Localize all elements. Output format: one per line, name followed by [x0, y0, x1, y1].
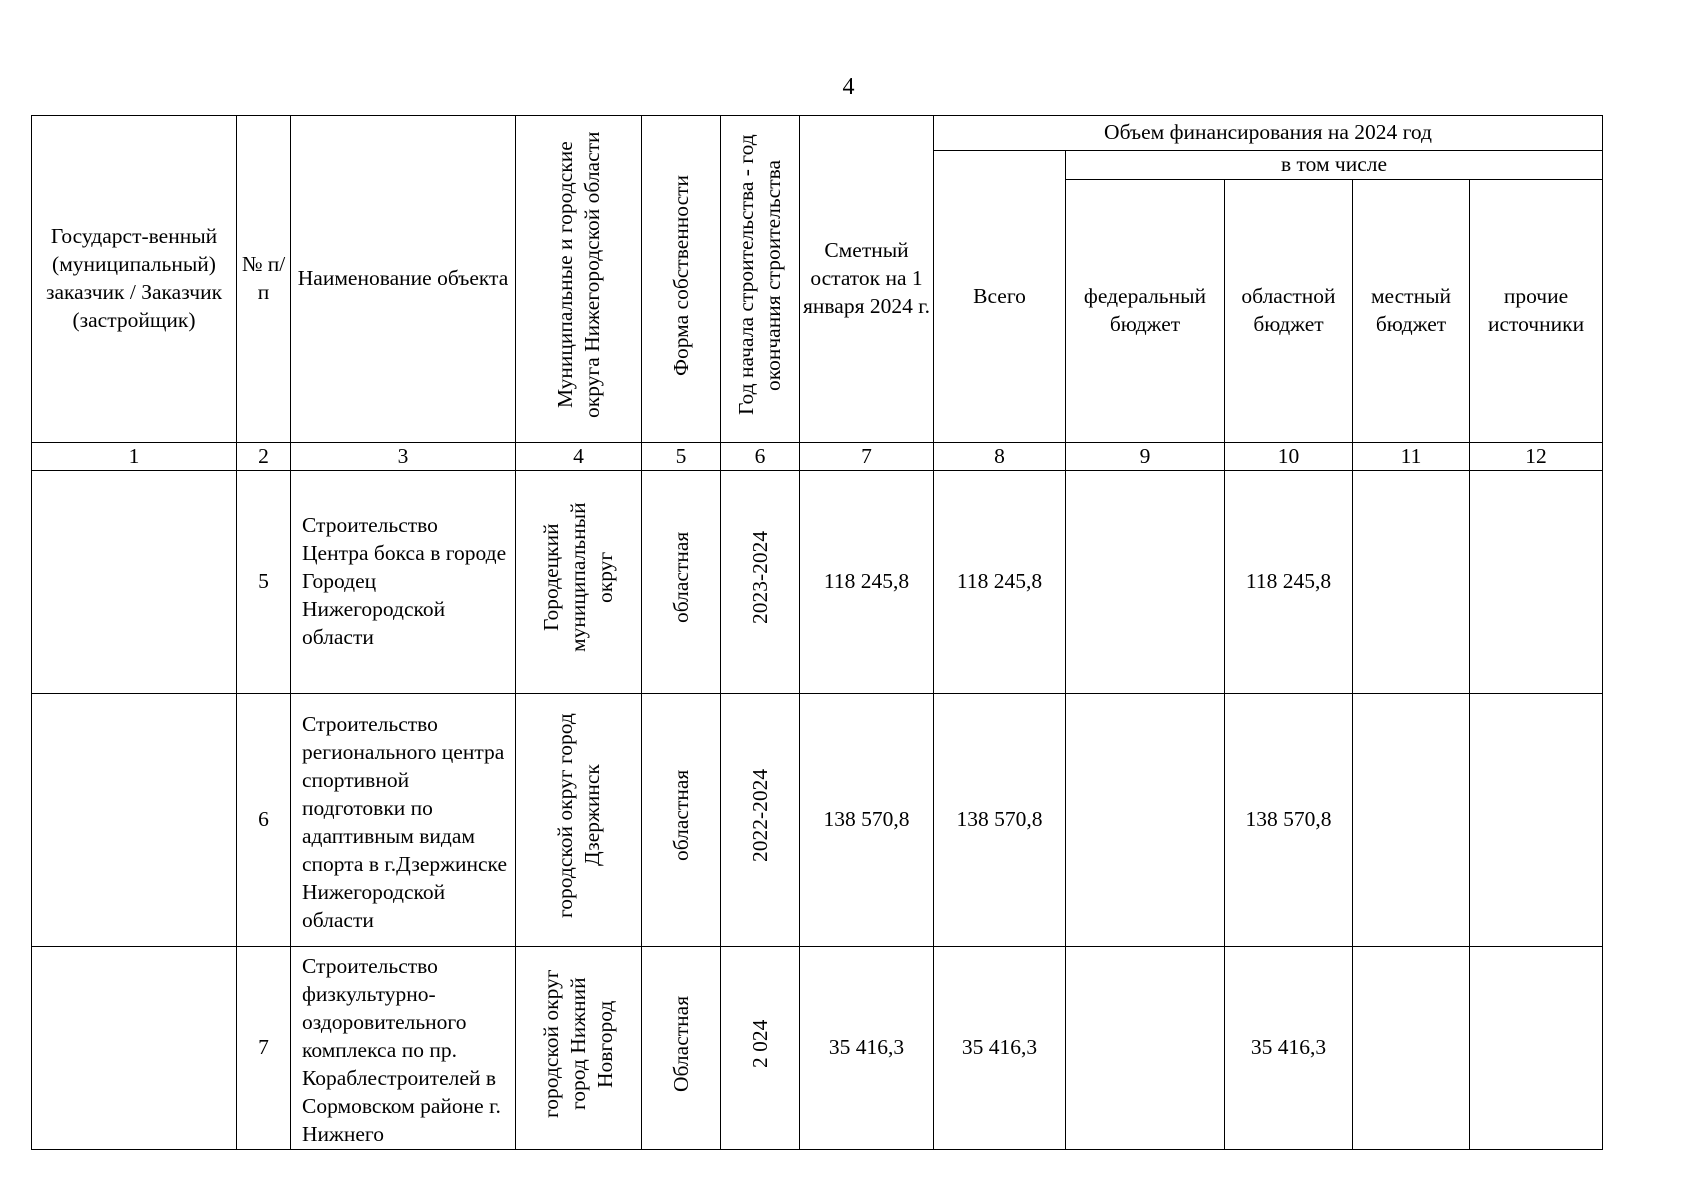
column-number: 10 [1225, 442, 1353, 470]
estimate-value: 118 245,8 [800, 470, 934, 693]
customer-cell [32, 470, 237, 693]
header-object-name: Наименование объекта [291, 116, 516, 443]
estimate-value: 35 416,3 [800, 946, 934, 1149]
years-value: 2023-2024 [747, 531, 772, 625]
estimate-value: 138 570,8 [800, 693, 934, 946]
header-including: в том числе [1066, 151, 1603, 180]
column-number: 6 [721, 442, 800, 470]
header-years-cell [721, 116, 800, 443]
column-number: 7 [800, 442, 934, 470]
municipality-cell [516, 693, 642, 946]
regional-value: 118 245,8 [1225, 470, 1353, 693]
other-value [1470, 470, 1603, 693]
municipality-value: Городецкий муниципальный округ [539, 503, 617, 653]
customer-cell [32, 946, 237, 1149]
table-row [32, 470, 1603, 693]
page-number: 4 [842, 74, 855, 100]
header-funding-2024: Объем финансирования на 2024 год [934, 116, 1603, 151]
total-value: 138 570,8 [934, 693, 1066, 946]
header-municipality-cell [516, 116, 642, 443]
ownership-value: Областная [668, 995, 693, 1092]
years-cell [721, 946, 800, 1149]
column-number: 1 [32, 442, 237, 470]
ownership-cell [642, 470, 721, 693]
years-value: 2 024 [747, 1019, 772, 1068]
other-value [1470, 946, 1603, 1149]
column-number: 9 [1066, 442, 1225, 470]
federal-value [1066, 693, 1225, 946]
header-customer: Государст-венный (муниципальный) заказчик / Заказчик (застройщик) [32, 116, 237, 443]
header-total: Всего [934, 151, 1066, 443]
ownership-cell [642, 946, 721, 1149]
years-value: 2022-2024 [747, 769, 772, 863]
column-number: 4 [516, 442, 642, 470]
header-ownership-cell [642, 116, 721, 443]
total-value: 118 245,8 [934, 470, 1066, 693]
local-value [1353, 693, 1470, 946]
header-estimate: Сметный остаток на 1 января 2024 г. [800, 116, 934, 443]
object-name: Строительство физкультурно-оздоровительного комплекса по пр. Кораблестроителей в Сормовском районе г. Нижнего [291, 946, 516, 1149]
header-number: № п/ п [237, 116, 291, 443]
header-local-budget: местный бюджет [1353, 179, 1470, 442]
header-municipality: Муниципальные и городские округа Нижегородской области [552, 131, 604, 419]
column-number-row [32, 442, 1603, 470]
header-regional-budget: областной бюджет [1225, 179, 1353, 442]
header-years: Год начала строительства - год окончания строительства [734, 134, 785, 416]
header-row-1 [32, 116, 1603, 151]
column-number: 2 [237, 442, 291, 470]
total-value: 35 416,3 [934, 946, 1066, 1149]
header-other-sources: прочие источники [1470, 179, 1603, 442]
local-value [1353, 946, 1470, 1149]
object-name: Строительство Центра бокса в городе Городец Нижегородской области [291, 470, 516, 693]
municipality-value: городской округ город Нижний Новгород [539, 969, 617, 1119]
federal-value [1066, 470, 1225, 693]
object-name: Строительство регионального центра спортивной подготовки по адаптивным видам спорта в г.Дзержинске Нижегородской области [291, 693, 516, 946]
regional-value: 35 416,3 [1225, 946, 1353, 1149]
row-number: 6 [237, 693, 291, 946]
column-number: 12 [1470, 442, 1603, 470]
row-number: 5 [237, 470, 291, 693]
municipality-value: городской округ город Дзержинск [552, 713, 604, 919]
federal-value [1066, 946, 1225, 1149]
local-value [1353, 470, 1470, 693]
column-number: 5 [642, 442, 721, 470]
customer-cell [32, 693, 237, 946]
construction-funding-table [31, 115, 1603, 1150]
column-number: 11 [1353, 442, 1470, 470]
column-number: 8 [934, 442, 1066, 470]
table-row [32, 693, 1603, 946]
municipality-cell [516, 470, 642, 693]
municipality-cell [516, 946, 642, 1149]
column-number: 3 [291, 442, 516, 470]
years-cell [721, 470, 800, 693]
years-cell [721, 693, 800, 946]
ownership-value: областная [668, 532, 693, 624]
table-row [32, 946, 1603, 1149]
ownership-value: областная [668, 770, 693, 862]
regional-value: 138 570,8 [1225, 693, 1353, 946]
ownership-cell [642, 693, 721, 946]
row-number: 7 [237, 946, 291, 1149]
header-federal-budget: федеральный бюджет [1066, 179, 1225, 442]
other-value [1470, 693, 1603, 946]
header-ownership: Форма собственности [668, 174, 693, 376]
